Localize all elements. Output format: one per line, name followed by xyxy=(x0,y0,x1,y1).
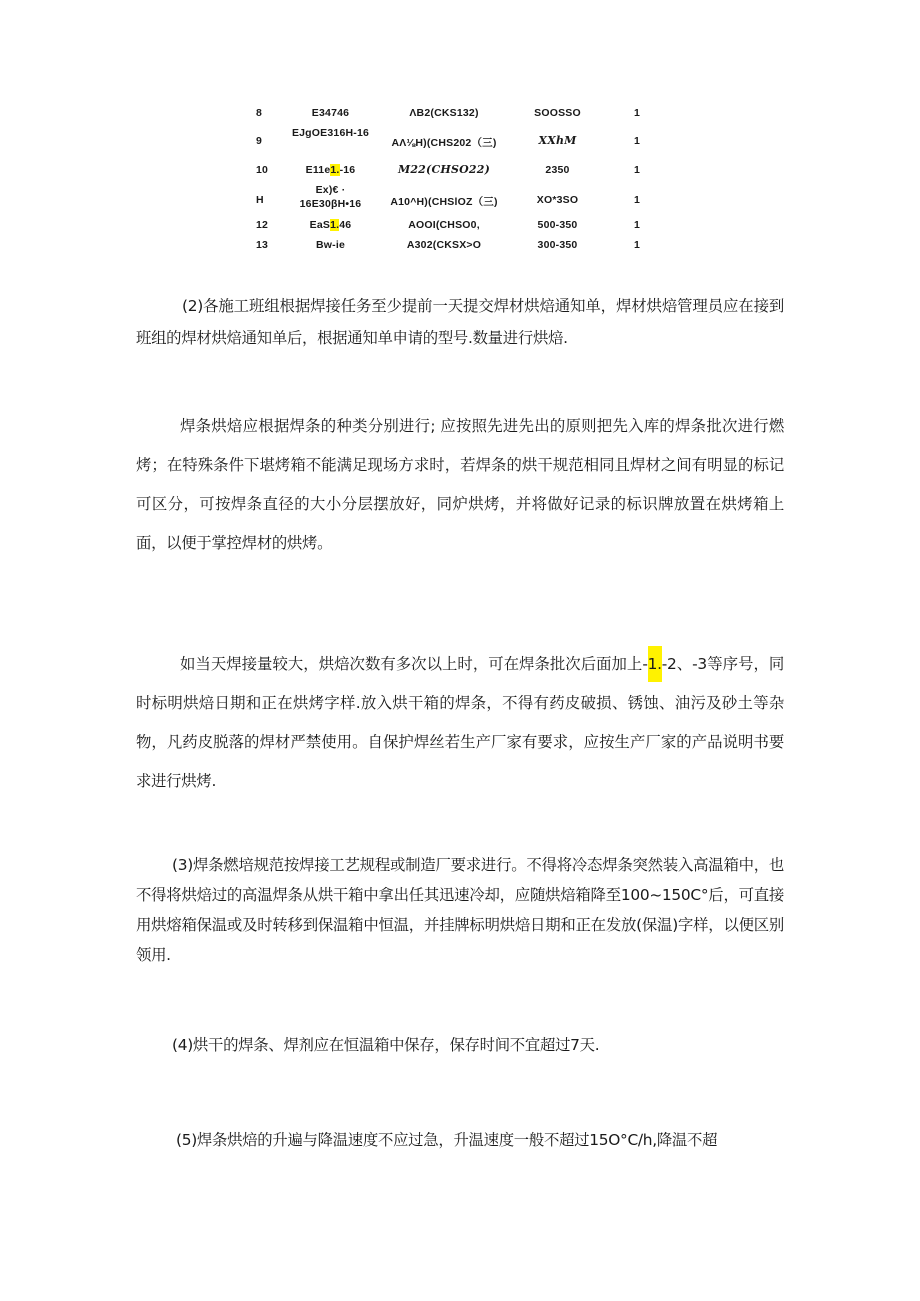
row-number: 9 xyxy=(256,135,263,147)
quantity-cell: 1 xyxy=(634,164,641,176)
quantity-cell: 1 xyxy=(634,107,641,119)
model-cell: E34746 xyxy=(311,107,350,119)
row-number: 12 xyxy=(256,219,269,231)
paragraph-baking-rules: 焊条烘焙应根据焊条的种类分别进行; 应按照先进先出的原则把先入库的焊条批次进行燃烤；在特殊条件下堪烤箱不能满足现场方求时，若焊条的烘干规范相同且焊材之间有明显的标记可区分，可按焊条直径的大小分层摆放好，同炉烘烤，并将做好记录的标识牌放置在烘烤箱上面，以便于掌控焊材的烘烤。 xyxy=(136,417,784,552)
quantity-cell: 1 xyxy=(634,135,641,147)
highlight-mark: 1. xyxy=(330,164,340,176)
grade-cell: M22(CHSO22) xyxy=(397,163,491,176)
paragraph-notice-submission: (2)各施工班组根据焊接任务至少提前一天提交焊材烘焙通知单，焊材烘焙管理员应在接到班组的焊材烘焙通知单后，根据通知单申请的型号.数量进行烘焙. xyxy=(136,297,784,347)
highlight-mark: 1. xyxy=(330,219,340,231)
model-cell: Bw-ie xyxy=(315,239,345,251)
temperature-cell: 500-350 xyxy=(537,219,578,231)
grade-cell: A302(CKSX>O xyxy=(406,239,482,251)
model-cell: EJgOE316H-16 xyxy=(291,127,370,139)
paragraph-baking-specification: (3)焊条燃培规范按焊接工艺规程或制造厂要求进行。不得将冷态焊条突然装入高温箱中，也不得将烘焙过的高温焊条从烘干箱中拿出任其迅速冷却，应随烘焙箱降至100~150C°后，可直接用烘熔箱保温或及时转移到保温箱中恒温，并挂牌标明烘焙日期和正在发放(保温)字样，以便区别领用. xyxy=(136,856,784,964)
temperature-cell: SOOSSO xyxy=(534,107,581,119)
row-number: 13 xyxy=(256,239,269,251)
grade-cell: AOOI(CHSO0, xyxy=(408,219,480,231)
temperature-cell: XO*3SO xyxy=(536,194,579,206)
grade-cell: A10^H)(CHSlOZ（三) xyxy=(390,196,498,208)
row-number: 10 xyxy=(256,164,269,176)
highlight-mark: 1. xyxy=(648,646,662,682)
paragraph-temperature-rate: (5)焊条烘焙的升遍与降温速度不应过急，升温速度一般不超过15O°C∕h,降温不超 xyxy=(176,1131,718,1149)
model-cell: Ex)€ · 16E30βH•16 xyxy=(299,184,362,210)
quantity-cell: 1 xyxy=(634,239,641,251)
grade-cell: ΛB2(CKS132) xyxy=(409,107,479,119)
model-cell: E11e1.-16 xyxy=(305,164,356,176)
paragraph-batch-numbering: 如当天焊接量较大，烘焙次数有多次以上时，可在焊条批次后面加上-1.-2、-3等序号，同时标明烘焙日期和正在烘烤字样.放入烘干箱的焊条，不得有药皮破损、锈蚀、油污及砂土等杂物，凡药皮脱落的焊材严禁使用。自保护焊丝若生产厂家有要求，应按生产厂家的产品说明书要求进行烘烤. xyxy=(136,645,784,801)
quantity-cell: 1 xyxy=(634,194,641,206)
row-number: 8 xyxy=(256,107,263,119)
paragraph-storage: (4)烘干的焊条、焊剂应在恒温箱中保存，保存时间不宜超过7天. xyxy=(172,1036,600,1054)
grade-cell: AΛ⅛H)(CHS202（三) xyxy=(391,137,497,149)
temperature-cell: 300-350 xyxy=(537,239,578,251)
row-number: H xyxy=(256,194,264,206)
temperature-cell: XXhM xyxy=(538,134,577,147)
temperature-cell: 2350 xyxy=(545,164,570,176)
quantity-cell: 1 xyxy=(634,219,641,231)
model-cell: EaS1.46 xyxy=(309,219,352,231)
